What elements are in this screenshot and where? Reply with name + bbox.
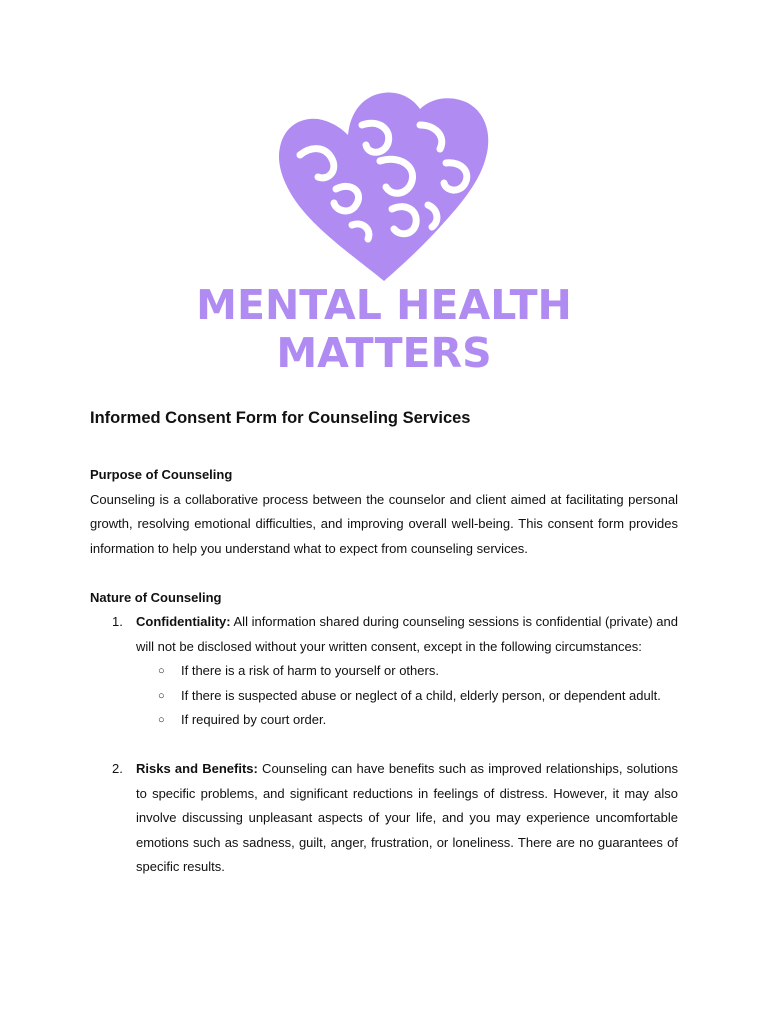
- nature-list: [90, 610, 678, 733]
- brain-heart-icon: [0, 85, 768, 285]
- nature-list-continued: [90, 757, 678, 880]
- list-number: 2.: [112, 761, 123, 776]
- nature-heading: Nature of Counseling: [90, 589, 222, 605]
- hollow-bullet-icon: ○: [158, 689, 165, 702]
- exception-list: [136, 659, 678, 733]
- item-label: Confidentiality:: [136, 614, 231, 629]
- logo-line-1: MENTAL HEALTH: [196, 281, 572, 329]
- purpose-text: Counseling is a collaborative process between the counselor and client aimed at facilitating personal growth, resolving emotional difficulties, and improving overall well-being. This consent form provides information to help you understand what to expect from counseling services.: [90, 491, 678, 556]
- bullet-text: If required by court order.: [181, 712, 327, 727]
- hollow-bullet-icon: ○: [158, 665, 165, 677]
- document-body: [90, 403, 678, 880]
- bullet-item: [136, 659, 678, 684]
- item-text: Counseling can have benefits such as improved relationships, solutions to specific problems, and significant reductions in feelings of distress. However, it may also involve discussing unpleasant aspects of your life, and you may experience uncomfortable emotions such as sadness, guilt, anger, frustration, or loneliness. There are no guarantees of specific results.: [136, 761, 678, 874]
- item-label: Risks and Benefits:: [136, 761, 258, 776]
- spacer: [90, 733, 678, 758]
- logo-line-2: MATTERS: [276, 329, 492, 377]
- purpose-heading: Purpose of Counseling: [90, 467, 233, 482]
- item-text: All information shared during counseling sessions is confidential (private) and will not be disclosed without your written consent, except in the following circumstances:: [136, 614, 678, 654]
- list-number: 1.: [112, 614, 123, 629]
- logo: [0, 85, 768, 385]
- hollow-bullet-icon: ○: [158, 714, 165, 726]
- bullet-text: If there is suspected abuse or neglect of a child, elderly person, or dependent adult.: [181, 687, 661, 703]
- bullet-text: If there is a risk of harm to yourself or others.: [181, 663, 439, 678]
- document-title: Informed Consent Form for Counseling Services: [90, 409, 471, 427]
- list-item-confidentiality: [90, 610, 678, 733]
- list-item-risks-benefits: [90, 757, 678, 880]
- bullet-item: [136, 708, 678, 733]
- spacer: [90, 561, 678, 586]
- bullet-item: [136, 684, 678, 709]
